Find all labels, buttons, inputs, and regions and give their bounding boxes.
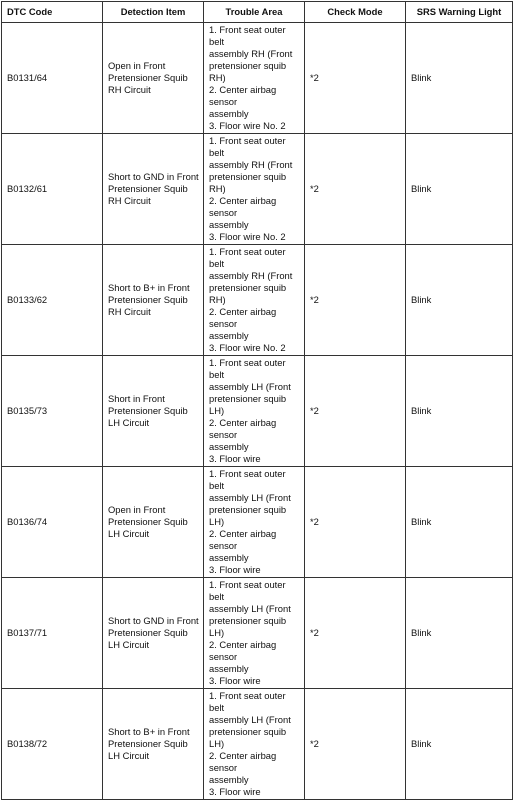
detection-item-line: Pretensioner Squib [108, 405, 188, 416]
table-row [2, 578, 513, 689]
trouble-area-line: assembly [209, 219, 249, 230]
trouble-area-line: 2. Center airbag [209, 306, 277, 317]
trouble-area-line: 3. Floor wire No. 2 [209, 342, 286, 353]
check-mode-cell: *2 [305, 467, 406, 578]
trouble-area-line: 2. Center airbag [209, 639, 277, 650]
trouble-area-line: sensor [209, 429, 238, 440]
trouble-area-line: belt [209, 591, 225, 602]
trouble-area-line: 3. Floor wire No. 2 [209, 120, 286, 131]
trouble-area-line: pretensioner squib [209, 615, 287, 626]
trouble-area-line: LH) [209, 405, 225, 416]
srs-warning-light-cell: Blink [406, 23, 513, 134]
trouble-area-line: 3. Floor wire [209, 564, 261, 575]
detection-item-line: Pretensioner Squib [108, 627, 188, 638]
detection-item-line: RH Circuit [108, 195, 151, 206]
dtc-code-cell: B0135/73 [2, 356, 103, 467]
srs-warning-light-cell: Blink [406, 578, 513, 689]
trouble-area-line: sensor [209, 318, 238, 329]
detection-item-line: LH Circuit [108, 417, 150, 428]
detection-item-cell [103, 134, 204, 245]
trouble-area-line: 2. Center airbag [209, 84, 277, 95]
trouble-area-line: RH) [209, 72, 226, 83]
detection-item-cell [103, 245, 204, 356]
trouble-area-line: 1. Front seat outer [209, 579, 286, 590]
trouble-area-line: 2. Center airbag [209, 750, 277, 761]
srs-warning-light-cell: Blink [406, 467, 513, 578]
table-row [2, 23, 513, 134]
trouble-area-line: 1. Front seat outer [209, 246, 286, 257]
detection-item-line: Pretensioner Squib [108, 738, 188, 749]
detection-item-line: Pretensioner Squib [108, 72, 188, 83]
trouble-area-line: belt [209, 480, 225, 491]
dtc-code-cell: B0133/62 [2, 245, 103, 356]
detection-item-line: Pretensioner Squib [108, 183, 188, 194]
detection-item-line: Short to GND in Front [108, 171, 199, 182]
trouble-area-line: assembly RH (Front [209, 48, 293, 59]
detection-item-cell [103, 578, 204, 689]
detection-item-line: Open in Front [108, 504, 166, 515]
trouble-area-line: assembly LH (Front [209, 492, 291, 503]
trouble-area-line: 2. Center airbag [209, 417, 277, 428]
trouble-area-line: assembly LH (Front [209, 603, 291, 614]
srs-warning-light-cell: Blink [406, 689, 513, 800]
trouble-area-line: 3. Floor wire [209, 453, 261, 464]
header-detection-item: Detection Item [103, 2, 204, 23]
trouble-area-cell [204, 245, 305, 356]
table-row [2, 356, 513, 467]
trouble-area-line: LH) [209, 738, 225, 749]
trouble-area-line: 3. Floor wire [209, 675, 261, 686]
trouble-area-cell [204, 578, 305, 689]
trouble-area-line: assembly RH (Front [209, 159, 293, 170]
trouble-area-cell [204, 689, 305, 800]
trouble-area-line: pretensioner squib [209, 504, 287, 515]
header-trouble-area: Trouble Area [204, 2, 305, 23]
trouble-area-line: belt [209, 258, 225, 269]
detection-item-line: Short to GND in Front [108, 615, 199, 626]
srs-warning-light-cell: Blink [406, 134, 513, 245]
trouble-area-line: RH) [209, 294, 226, 305]
trouble-area-line: assembly [209, 663, 249, 674]
trouble-area-line: belt [209, 702, 225, 713]
trouble-area-line: pretensioner squib [209, 171, 287, 182]
trouble-area-cell [204, 467, 305, 578]
trouble-area-line: 2. Center airbag [209, 195, 277, 206]
trouble-area-cell [204, 23, 305, 134]
detection-item-line: Pretensioner Squib [108, 516, 188, 527]
header-row [2, 2, 513, 23]
trouble-area-line: pretensioner squib [209, 282, 287, 293]
check-mode-cell: *2 [305, 134, 406, 245]
trouble-area-line: 3. Floor wire No. 2 [209, 231, 286, 242]
trouble-area-line: assembly [209, 552, 249, 563]
detection-item-cell [103, 23, 204, 134]
trouble-area-line: assembly RH (Front [209, 270, 293, 281]
trouble-area-line: assembly [209, 108, 249, 119]
trouble-area-line: assembly LH (Front [209, 381, 291, 392]
detection-item-line: Short in Front [108, 393, 165, 404]
trouble-area-line: pretensioner squib [209, 60, 287, 71]
check-mode-cell: *2 [305, 245, 406, 356]
detection-item-line: RH Circuit [108, 84, 151, 95]
trouble-area-line: belt [209, 36, 225, 47]
dtc-code-cell: B0131/64 [2, 23, 103, 134]
dtc-code-cell: B0138/72 [2, 689, 103, 800]
check-mode-cell: *2 [305, 356, 406, 467]
dtc-code-cell: B0132/61 [2, 134, 103, 245]
detection-item-line: LH Circuit [108, 528, 150, 539]
detection-item-line: Short to B+ in Front [108, 282, 190, 293]
table-row [2, 467, 513, 578]
detection-item-line: LH Circuit [108, 750, 150, 761]
trouble-area-line: assembly LH (Front [209, 714, 291, 725]
trouble-area-line: sensor [209, 207, 238, 218]
trouble-area-line: RH) [209, 183, 226, 194]
check-mode-cell: *2 [305, 578, 406, 689]
detection-item-line: Short to B+ in Front [108, 726, 190, 737]
trouble-area-line: sensor [209, 651, 238, 662]
check-mode-cell: *2 [305, 23, 406, 134]
table-body [2, 23, 513, 800]
trouble-area-line: pretensioner squib [209, 726, 287, 737]
trouble-area-line: 1. Front seat outer [209, 468, 286, 479]
trouble-area-line: 3. Floor wire [209, 786, 261, 797]
trouble-area-line: sensor [209, 762, 238, 773]
trouble-area-line: assembly [209, 330, 249, 341]
srs-warning-light-cell: Blink [406, 245, 513, 356]
header-dtc-code: DTC Code [2, 2, 103, 23]
trouble-area-line: belt [209, 369, 225, 380]
trouble-area-line: LH) [209, 627, 225, 638]
detection-item-cell [103, 467, 204, 578]
detection-item-line: LH Circuit [108, 639, 150, 650]
trouble-area-line: 1. Front seat outer [209, 357, 286, 368]
trouble-area-line: pretensioner squib [209, 393, 287, 404]
srs-warning-light-cell: Blink [406, 356, 513, 467]
trouble-area-line: assembly [209, 441, 249, 452]
detection-item-cell [103, 356, 204, 467]
table-row [2, 134, 513, 245]
trouble-area-line: 1. Front seat outer [209, 690, 286, 701]
table-row [2, 689, 513, 800]
header-check-mode: Check Mode [305, 2, 406, 23]
table-row [2, 245, 513, 356]
trouble-area-line: belt [209, 147, 225, 158]
detection-item-line: RH Circuit [108, 306, 151, 317]
trouble-area-line: 1. Front seat outer [209, 135, 286, 146]
trouble-area-line: 2. Center airbag [209, 528, 277, 539]
trouble-area-cell [204, 134, 305, 245]
trouble-area-line: LH) [209, 516, 225, 527]
detection-item-line: Open in Front [108, 60, 166, 71]
trouble-area-line: sensor [209, 96, 238, 107]
dtc-code-cell: B0136/74 [2, 467, 103, 578]
detection-item-line: Pretensioner Squib [108, 294, 188, 305]
header-srs-warning-light: SRS Warning Light [406, 2, 513, 23]
trouble-area-line: 1. Front seat outer [209, 24, 286, 35]
trouble-area-cell [204, 356, 305, 467]
check-mode-cell: *2 [305, 689, 406, 800]
dtc-code-cell: B0137/71 [2, 578, 103, 689]
detection-item-cell [103, 689, 204, 800]
trouble-area-line: sensor [209, 540, 238, 551]
trouble-area-line: assembly [209, 774, 249, 785]
dtc-table [1, 1, 513, 800]
